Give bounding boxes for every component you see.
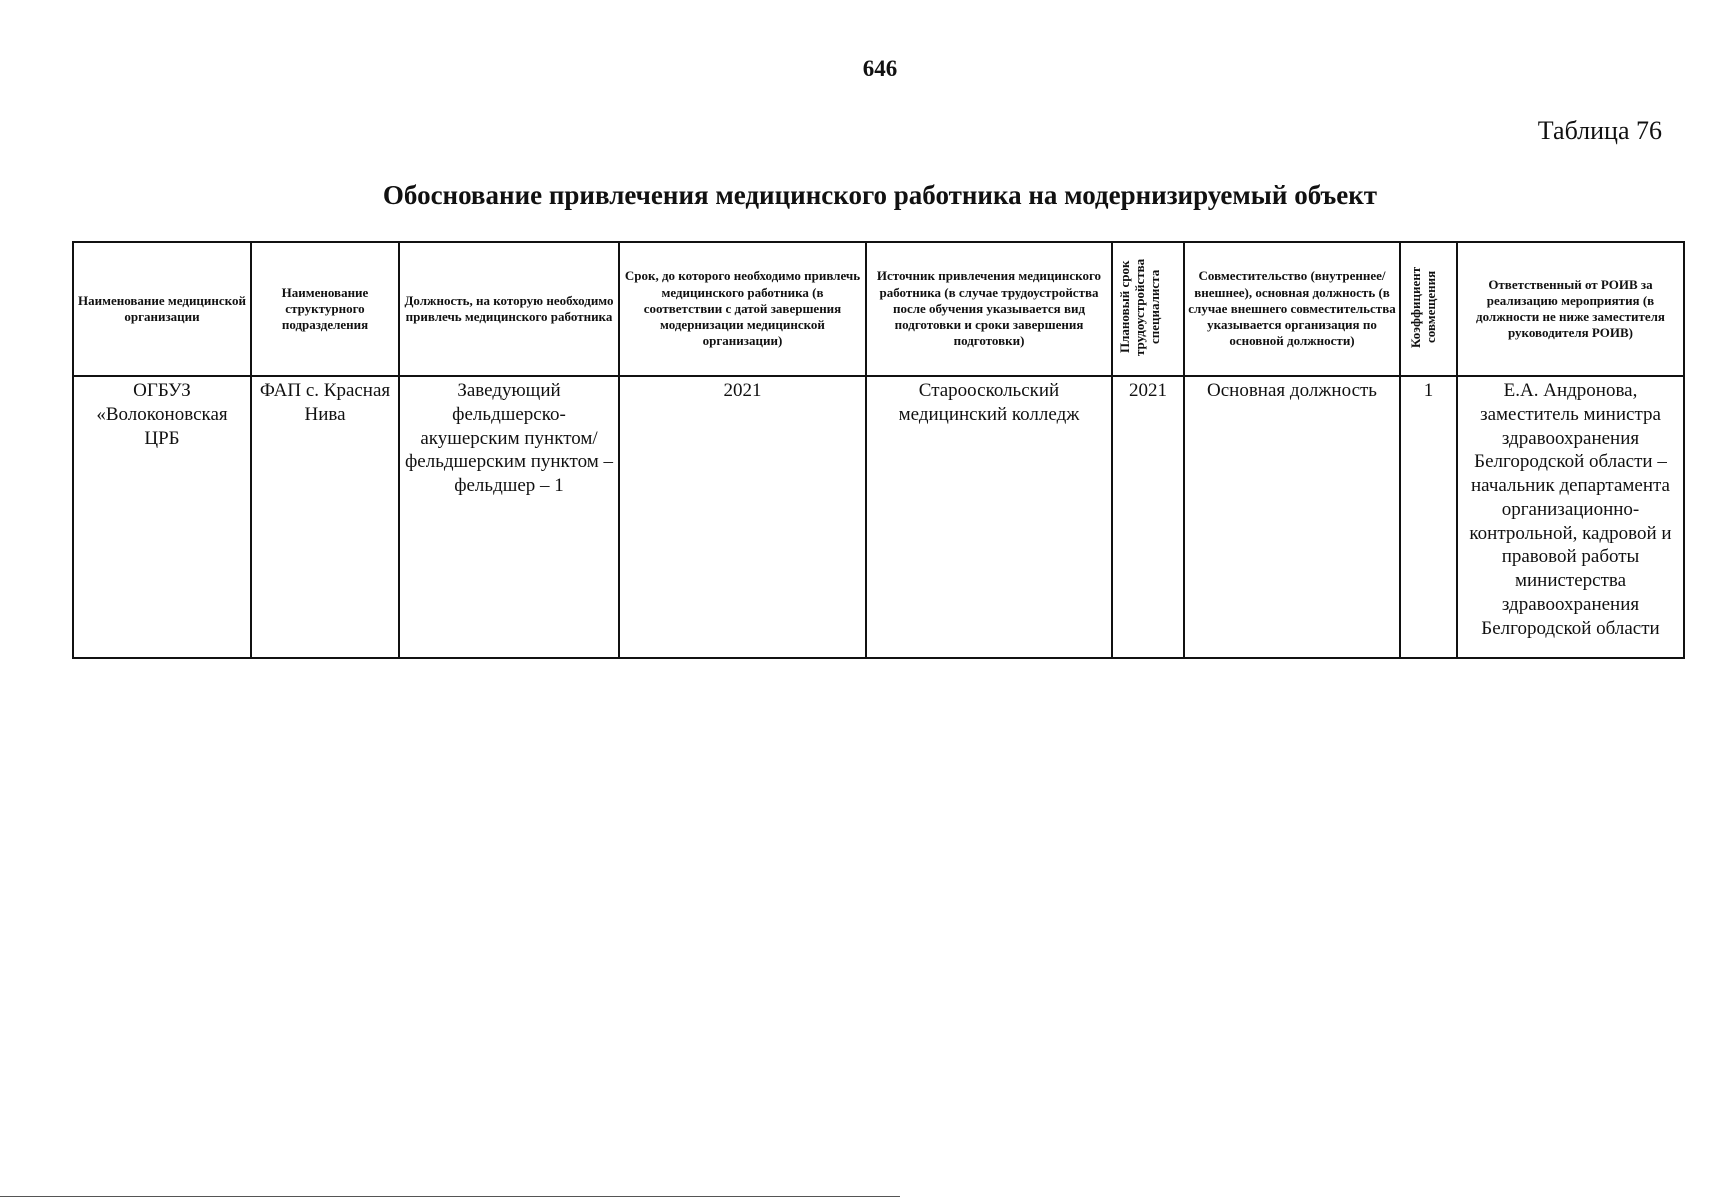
header-position: Должность, на которую необходимо привлечь медицинского работника bbox=[399, 242, 619, 376]
cell-responsible: Е.А. Андронова, заместитель министра здравоохранения Белгородской области – начальник департамента организационно-контрольной, кадровой и правовой работы министерства здравоохранения Белгородской области bbox=[1457, 376, 1684, 658]
table-header-row bbox=[73, 242, 1684, 376]
header-coefficient bbox=[1400, 242, 1457, 376]
header-combination: Совместительство (внутреннее/ внешнее), основная должность (в случае внешнего совместительства указывается организация по основной должности) bbox=[1184, 242, 1400, 376]
cell-organization: ОГБУЗ «Волоконовская ЦРБ bbox=[73, 376, 251, 658]
cell-source: Старооскольский медицинский колледж bbox=[866, 376, 1112, 658]
header-source: Источник привлечения медицинского работника (в случае трудоустройства после обучения указывается вид подготовки и сроки завершения подготовки) bbox=[866, 242, 1112, 376]
cell-coefficient: 1 bbox=[1400, 376, 1457, 658]
page-number: 646 bbox=[862, 56, 898, 81]
cell-planned-employment: 2021 bbox=[1112, 376, 1184, 658]
header-organization: Наименование медицинской организации bbox=[73, 242, 251, 376]
header-deadline: Срок, до которого необходимо привлечь медицинского работника (в соответствии с датой завершения модернизации медицинской организации) bbox=[619, 242, 866, 376]
footer-rule bbox=[0, 1196, 900, 1197]
table-row bbox=[73, 376, 1684, 658]
cell-deadline: 2021 bbox=[619, 376, 866, 658]
document-title: Обоснование привлечения медицинского работника на модернизируемый объект bbox=[382, 180, 1378, 210]
header-department: Наименование структурного подразделения bbox=[251, 242, 399, 376]
cell-position: Заведующий фельдшерско-акушерским пунктом/фельдшерским пунктом – фельдшер – 1 bbox=[399, 376, 619, 658]
header-coefficient-text: Коэффициент совмещения bbox=[1407, 266, 1438, 348]
cell-combination: Основная должность bbox=[1184, 376, 1400, 658]
table-caption: Таблица 76 bbox=[1537, 116, 1662, 145]
justification-table bbox=[72, 241, 1685, 659]
header-planned-employment-text: Плановый срок трудоустройства специалиста bbox=[1117, 258, 1162, 356]
header-responsible: Ответственный от РОИВ за реализацию мероприятия (в должности не ниже заместителя руководителя РОИВ) bbox=[1457, 242, 1684, 376]
header-planned-employment bbox=[1112, 242, 1184, 376]
cell-department: ФАП с. Красная Нива bbox=[251, 376, 399, 658]
